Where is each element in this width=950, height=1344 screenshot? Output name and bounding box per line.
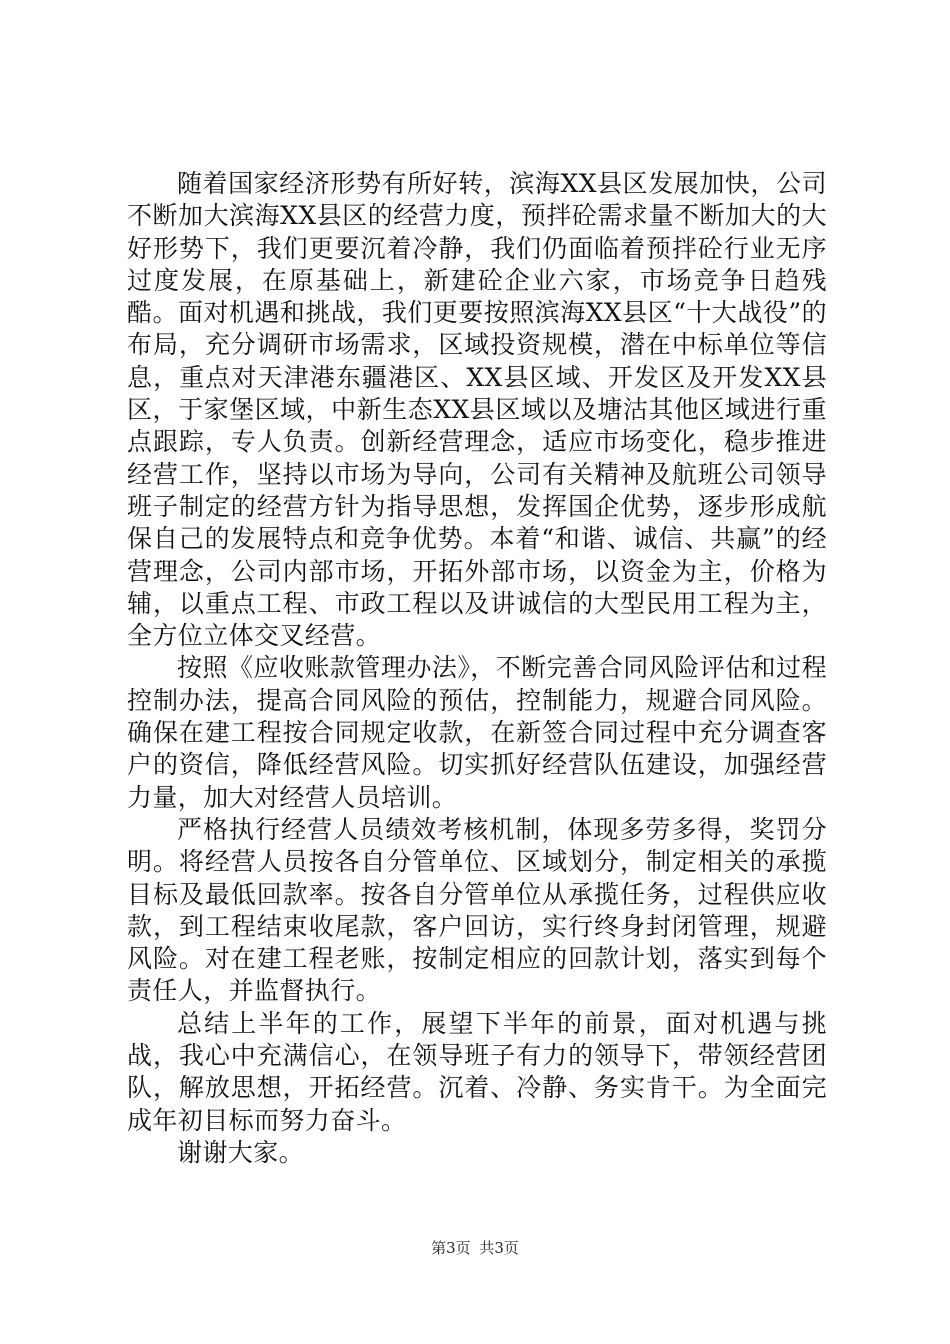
page-number-total: 共3页 [479,1239,519,1257]
document-body [127,168,827,1169]
paragraph-5: 谢谢大家。 [177,1137,305,1167]
paragraph-3: 严格执行经营人员绩效考核机制，体现多劳多得，奖罚分明。将经营人员按各自分管单位、区域划分，制定相关的承揽目标及最低回款率。按各自分管单位从承揽任务，过程供应收款，到工程结束收尾款，客户回访，实行终身封闭管理，规避风险。对在建工程老账，按制定相应的回款计划，落实到每个责任人，并监督执行。 [127,814,827,1006]
paragraph-4: 总结上半年的工作，展望下半年的前景，面对机遇与挑战，我心中充满信心，在领导班子有力的领导下，带领经营团队，解放思想，开拓经营。沉着、冷静、务实肯干。为全面完成年初目标而努力奋斗。 [127,1008,827,1135]
page-footer [0,1238,950,1258]
paragraph-2: 按照《应收账款管理办法》，不断完善合同风险评估和过程控制办法，提高合同风险的预估，控制能力，规避合同风险。确保在建工程按合同规定收款，在新签合同过程中充分调查客户的资信，降低经营风险。切实抓好经营队伍建设，加强经营力量，加大对经营人员培训。 [127,653,827,812]
page-number-current: 第3页 [431,1239,471,1257]
paragraph-1: 随着国家经济形势有所好转，滨海XX县区发展加快，公司不断加大滨海XX县区的经营力度，预拌砼需求量不断加大的大好形势下，我们更要沉着冷静，我们仍面临着预拌砼行业无序过度发展，在原基础上，新建砼企业六家，市场竞争日趋残酷。面对机遇和挑战，我们更要按照滨海XX县区“十大战役”的布局，充分调研市场需求，区域投资规模，潜在中标单位等信息，重点对天津港东疆港区、XX县区域、开发区及开发XX县区，于家堡区域，中新生态XX县区域以及塘沽其他区域进行重点跟踪，专人负责。创新经营理念，适应市场变化，稳步推进经营工作，坚持以市场为导向，公司有关精神及航班公司领导班子制定的经营方针为指导思想，发挥国企优势，逐步形成航保自己的发展特点和竞争优势。本着“和谐、诚信、共赢”的经营理念，公司内部市场，开拓外部市场，以资金为主，价格为辅，以重点工程、市政工程以及讲诚信的大型民用工程为主，全方位立体交叉经营。 [127,169,827,651]
